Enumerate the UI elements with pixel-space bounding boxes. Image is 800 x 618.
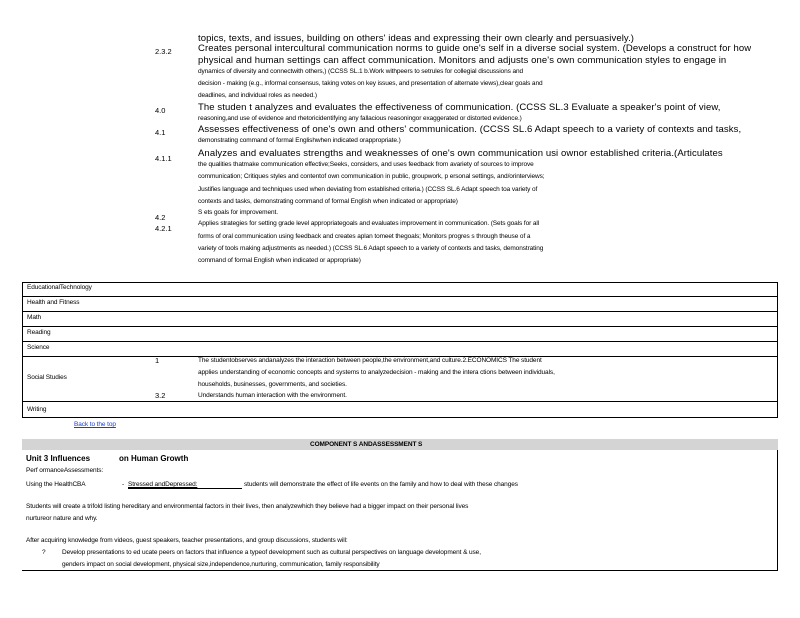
social-standard-code-2: 3.2 — [155, 391, 166, 400]
table-top-border — [22, 282, 778, 283]
using-dash: - — [122, 481, 125, 488]
standard-text-line: Creates personal intercultural communication norms to guide one's self in a diverse social system. (Develops a construct for how — [198, 43, 752, 54]
unit-bottom-border — [22, 570, 778, 571]
subject-label: Writing — [27, 406, 47, 413]
standard-text-line: contexts and tasks, demonstrating command of formal English when indicated or appropriate) — [198, 198, 458, 205]
subject-label: Reading — [27, 329, 51, 336]
standard-text-line: the qualities thatmake communication effective;Seeks, considers, and uses feedback from avariety of sources to improve — [198, 161, 534, 168]
subject-label: Science — [27, 344, 50, 351]
bullet-1-line-2: genders impact on social development, physical size,independence,nurturing, communication, family responsibility — [62, 561, 380, 568]
unit-right-border — [777, 450, 778, 571]
social-standard-line-1: The studentobserves andanalyzes the interaction between people,the environment,and culture.2.ECONOMICS The student — [198, 357, 542, 364]
social-standard-line-2: applies understanding of economic concepts and systems to analyzedecision - making and the intera ctions between individuals, — [198, 369, 555, 376]
standard-code: 4.1 — [155, 128, 166, 137]
bullet-marker: ? — [42, 549, 46, 556]
standard-text-line: deadlines, and individual roles as needed.) — [198, 92, 317, 99]
paragraph-1-line-1: Students will create a trifold listing hereditary and environmental factors in their lives, then analyzewhich they believe had a bigger impact on their personal lives — [26, 503, 469, 510]
standard-code: 4.2.1 — [155, 224, 172, 233]
components-header: COMPONENT S ANDASSESSMENT S — [310, 441, 423, 448]
standard-code: 4.2 — [155, 213, 166, 222]
standard-text-line: dynamics of diversity and connectwith others,) (CCSS SL.1 b.Work withpeers to setrules for collegial discussions and — [198, 68, 523, 75]
paragraph-1-line-2: nurtureor nature and why. — [26, 515, 98, 522]
standard-text-line: forms of oral communication using feedback and creates aplan tomeet thegoals; Monitors progres s through theuse of a — [198, 233, 531, 240]
social-standard-line-4: Understands human interaction with the environment. — [198, 392, 347, 399]
using-health-cba: Using the HealthCBA — [26, 481, 86, 488]
unit-title-part-1: Unit 3 Influences — [26, 454, 91, 463]
table-row-divider — [22, 311, 778, 312]
stressed-underline — [128, 488, 242, 489]
table-row-divider — [22, 341, 778, 342]
standard-text-line: variety of tools making adjustments as needed.) (CCSS SL.6 Adapt speech to a variety of contexts and tasks, demonstrating — [198, 245, 544, 252]
standard-text-line: physical and human settings can affect communication. Monitors and adjusts one's own communication styles to engage in — [198, 55, 727, 66]
standard-code: 4.0 — [155, 106, 166, 115]
subject-label: EducationalTechnology — [27, 284, 92, 291]
table-row-divider — [22, 296, 778, 297]
table-row-divider — [22, 326, 778, 327]
table-right-border — [777, 282, 778, 418]
standard-text-line: Analyzes and evaluates strengths and weaknesses of one's own communication usi ownor established criteria.(Articulates — [198, 148, 723, 159]
bullet-1-line-1: Develop presentations to ed ucate peers on factors that influence a typeof development such as cultural perspectives on language development & use, — [62, 549, 481, 556]
table-left-border — [22, 282, 23, 418]
standard-text-line: The studen t analyzes and evaluates the effectiveness of communication. (CCSS SL.3 Evaluate a speaker's point of view, — [198, 102, 721, 113]
social-standard-code-1: 1 — [155, 356, 160, 365]
standard-code: 2.3.2 — [155, 47, 172, 56]
performance-assessments-label: Perf ormanceAssessments: — [26, 467, 104, 474]
unit-title-part-2: on Human Growth — [119, 454, 189, 463]
standard-text-line: decision - making (e.g., informal consensus, taking votes on key issues, and presentation of alternate views),clear goals and — [198, 80, 543, 87]
standard-text-line: Justifies language and techniques used when deviating from established criteria.) (CCSS SL.6 Adapt speech toa variety of — [198, 186, 538, 193]
standard-text-line: S ets goals for improvement. — [198, 209, 278, 216]
subject-label: Health and Fitness — [27, 299, 80, 306]
table-row-divider — [22, 401, 778, 402]
standard-text-line: topics, texts, and issues, building on others' ideas and expressing their own clearly and persuasively.) — [198, 33, 635, 44]
table-bottom-border — [22, 417, 778, 418]
standard-text-line: Assesses effectiveness of one's own and others' communication. (CCSS SL.6 Adapt speech to a variety of contexts and tasks, — [198, 124, 742, 135]
standard-text-line: reasoning,and use of evidence and rhetoricidentifying any fallacious reasoningor exaggerated or distorted evidence.) — [198, 115, 522, 122]
standard-text-line: demonstrating command of formal Englishwhen indicated orappropriate.) — [198, 137, 401, 144]
subject-label: Math — [27, 314, 42, 321]
standard-code: 4.1.1 — [155, 154, 172, 163]
subject-label: Social Studies — [27, 374, 67, 381]
back-to-top-link[interactable]: Back to the top — [74, 421, 116, 428]
stressed-depressed-title: Stressed andDepressed: — [128, 481, 198, 488]
standard-text-line: communication; Critiques styles and contentof own communication in public, groupwork, p ersonal settings, and/orinterviews; — [198, 173, 545, 180]
standard-text-line: Applies strategies for setting grade level appropriategoals and evaluates improvement in communication. (Sets goals for all — [198, 220, 540, 227]
standard-text-line: command of formal English when indicated or appropriate) — [198, 257, 361, 264]
using-description: students will demonstrate the effect of life events on the family and how to deal with these changes — [244, 481, 518, 488]
paragraph-2-line-1: After acquiring knowledge from videos, guest speakers, teacher presentations, and group discussions, students will: — [26, 537, 348, 544]
social-standard-line-3: households, businesses, governments, and societies. — [198, 381, 347, 388]
